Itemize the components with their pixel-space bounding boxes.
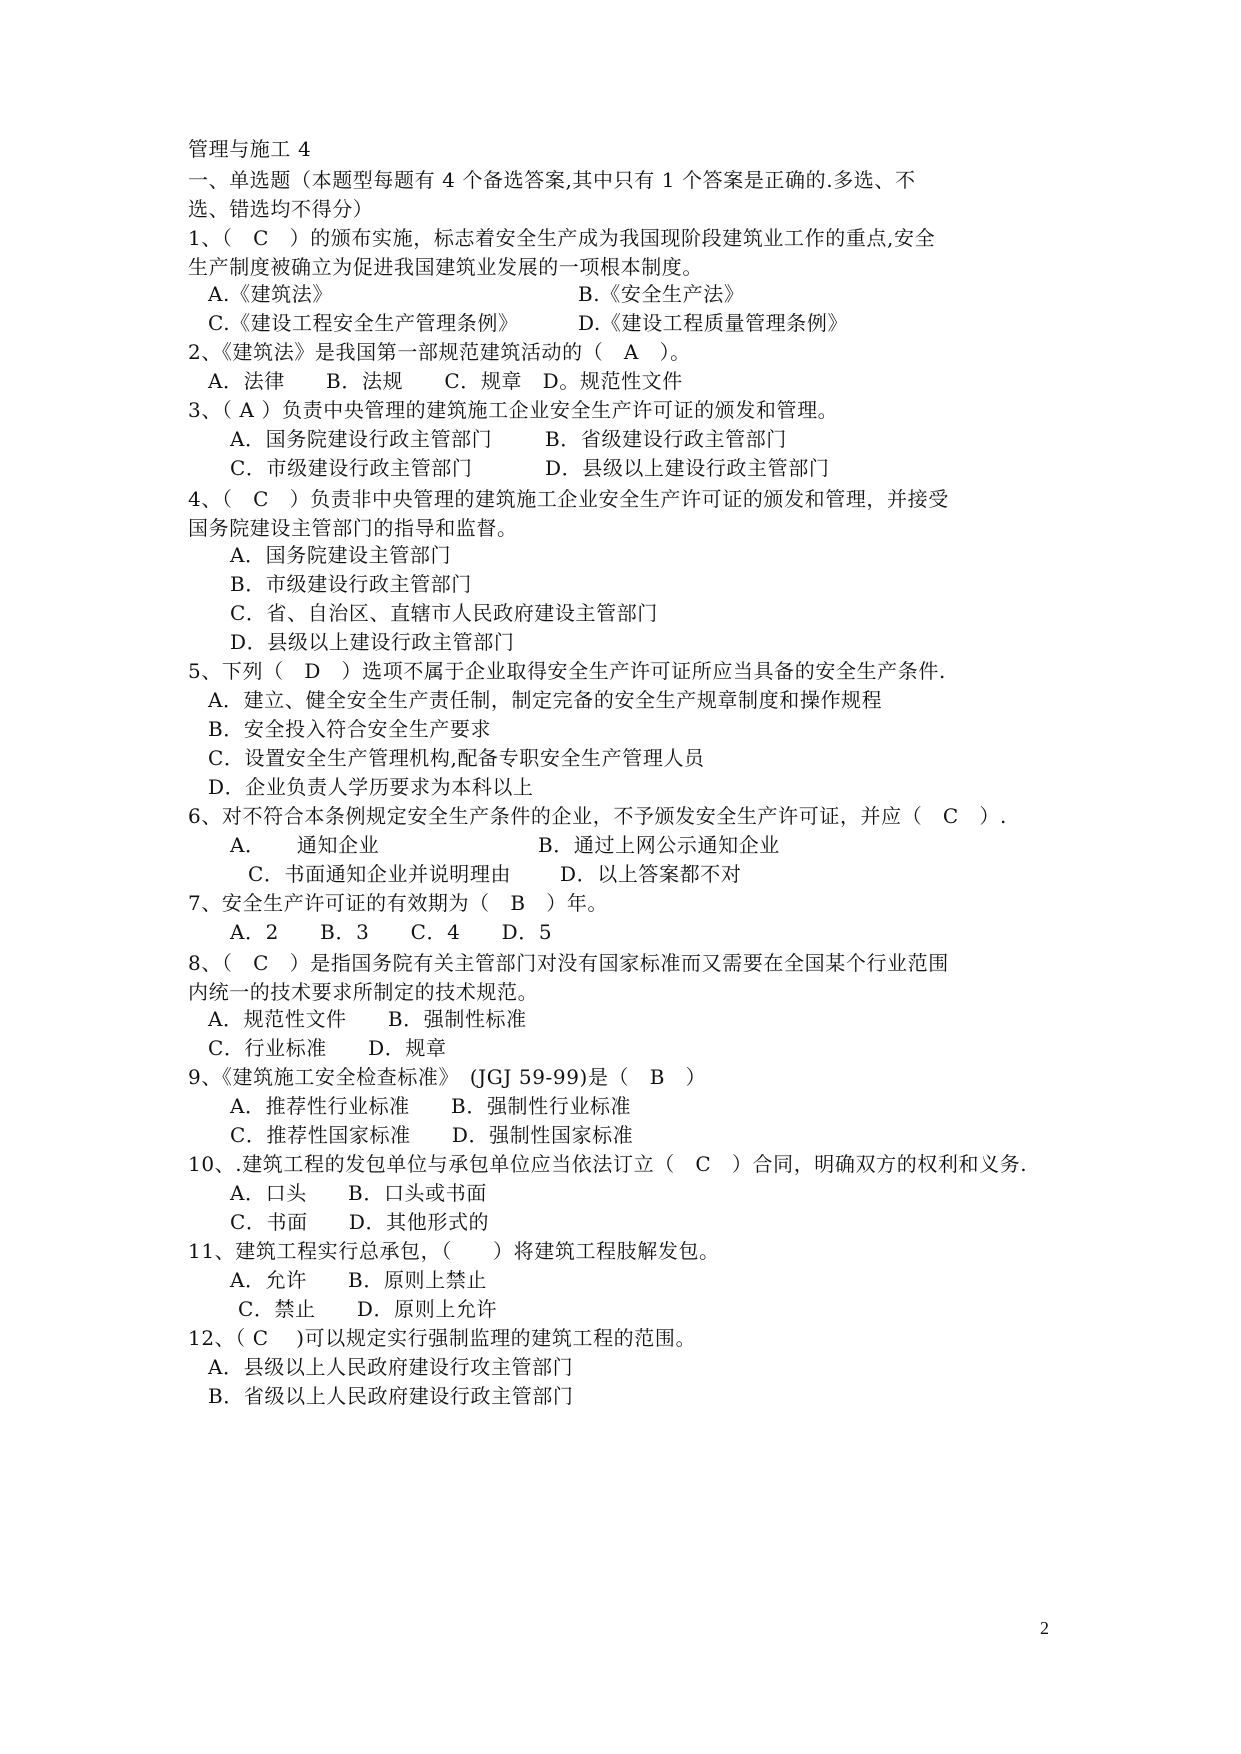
q3-option-b: B．省级建设行政主管部门 <box>545 427 787 451</box>
q8-options-cd: C．行业标准 D．规章 <box>208 1036 447 1060</box>
q4-option-d: D．县级以上建设行政主管部门 <box>230 630 515 654</box>
q12-stem: 12、（ C )可以规定实行强制监理的建筑工程的范围。 <box>188 1326 697 1350</box>
q3-option-d: D．县级以上建设行政主管部门 <box>545 456 830 480</box>
q7-stem: 7、安全生产许可证的有效期为（ B ）年。 <box>188 891 609 915</box>
q4-option-c: C．省、自治区、直辖市人民政府建设主管部门 <box>230 601 658 625</box>
q10-stem: 10、.建筑工程的发包单位与承包单位应当依法订立（ C ）合同，明确双方的权利和义务. <box>188 1152 1028 1176</box>
q9-options-cd: C．推荐性国家标准 D．强制性国家标准 <box>230 1123 634 1147</box>
page-number: 2 <box>1040 1618 1049 1638</box>
q3-option-c: C．市级建设行政主管部门 <box>230 456 473 480</box>
q2-options: A．法律 B．法规 C．规章 D。规范性文件 <box>208 369 683 393</box>
q6-option-d: D．以上答案都不对 <box>560 862 742 886</box>
q5-option-d: D．企业负责人学历要求为本科以上 <box>208 775 534 799</box>
q1-option-a: A.《建筑法》 <box>208 282 334 306</box>
q5-stem: 5、下列（ D ）选项不属于企业取得安全生产许可证所应当具备的安全生产条件. <box>188 659 946 683</box>
q7-options: A．2 B．3 C．4 D．5 <box>230 920 553 944</box>
q6-option-b: B．通过上网公示通知企业 <box>538 833 780 857</box>
q5-option-c: C．设置安全生产管理机构,配备专职安全生产管理人员 <box>208 746 705 770</box>
q1-option-d: D.《建设工程质量管理条例》 <box>578 311 849 335</box>
q11-options-cd: C．禁止 D．原则上允许 <box>238 1297 498 1321</box>
q11-stem: 11、建筑工程实行总承包，（ ）将建筑工程肢解发包。 <box>188 1239 720 1263</box>
q5-option-b: B．安全投入符合安全生产要求 <box>208 717 492 741</box>
q9-options-ab: A．推荐性行业标准 B．强制性行业标准 <box>230 1094 632 1118</box>
q3-stem: 3、（ A ）负责中央管理的建筑施工企业安全生产许可证的颁发和管理。 <box>188 398 839 422</box>
q5-option-a: A．建立、健全安全生产责任制，制定完备的安全生产规章制度和操作规程 <box>208 688 883 712</box>
q6-stem: 6、对不符合本条例规定安全生产条件的企业，不予颁发安全生产许可证，并应（ C ）. <box>188 804 1007 828</box>
q12-option-b: B．省级以上人民政府建设行政主管部门 <box>208 1384 574 1408</box>
q11-options-ab: A．允许 B．原则上禁止 <box>230 1268 487 1292</box>
q4-stem: 4、（ C ）负责非中央管理的建筑施工企业安全生产许可证的颁发和管理，并接受国务院建设主管部门的指导和监督。 <box>188 487 949 540</box>
q2-stem: 2、《建筑法》是我国第一部规范建筑活动的（ A ）。 <box>188 340 691 364</box>
q10-options-ab: A．口头 B．口头或书面 <box>230 1181 487 1205</box>
q4-option-a: A．国务院建设主管部门 <box>230 543 452 567</box>
q8-stem: 8、（ C ）是指国务院有关主管部门对没有国家标准而又需要在全国某个行业范围内统一的技术要求所制定的技术规范。 <box>188 951 949 1004</box>
section-heading: 一、单选题（本题型每题有 4 个备选答案,其中只有 1 个答案是正确的.多选、不选、错选均不得分） <box>188 168 916 221</box>
q8-options-ab: A．规范性文件 B．强制性标准 <box>208 1007 527 1031</box>
q9-stem: 9、《建筑施工安全检查标准》 (JGJ 59-99)是（ B ） <box>188 1065 707 1089</box>
q1-stem: 1、（ C ）的颁布实施，标志着安全生产成为我国现阶段建筑业工作的重点,安全生产制度被确立为促进我国建筑业发展的一项根本制度。 <box>188 226 936 279</box>
q1-option-b: B.《安全生产法》 <box>578 282 745 306</box>
doc-title: 管理与施工 4 <box>188 137 312 161</box>
q6-option-a: A． 通知企业 <box>230 833 380 857</box>
q3-option-a: A．国务院建设行政主管部门 <box>230 427 493 451</box>
q6-option-c: C．书面通知企业并说明理由 <box>248 862 512 886</box>
q1-option-c: C.《建设工程安全生产管理条例》 <box>208 311 519 335</box>
q12-option-a: A．县级以上人民政府建设行攻主管部门 <box>208 1355 574 1379</box>
q4-option-b: B．市级建设行政主管部门 <box>230 572 472 596</box>
q10-options-cd: C．书面 D．其他形式的 <box>230 1210 490 1234</box>
